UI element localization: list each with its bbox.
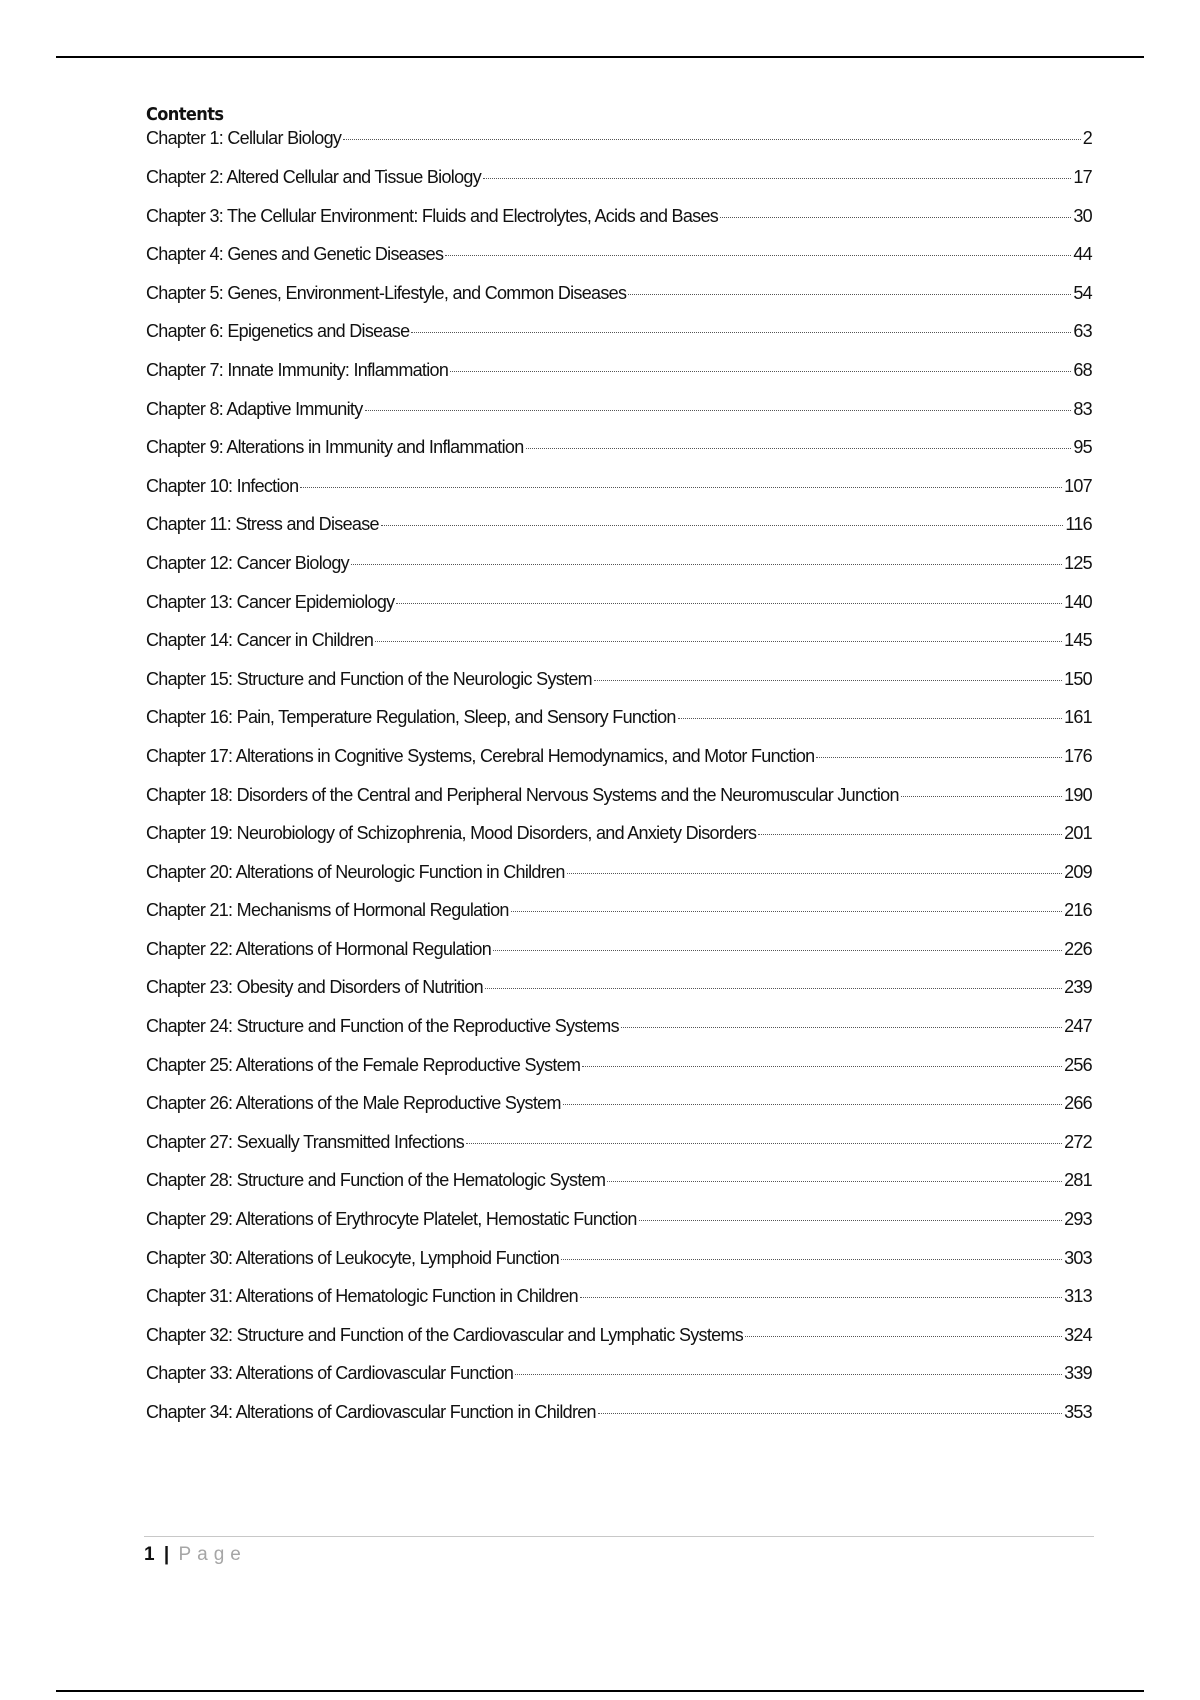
toc-entry-title[interactable]: Chapter 30: Alterations of Leukocyte, Lymphoid Function bbox=[146, 1247, 560, 1268]
toc-dot-leader bbox=[901, 795, 1062, 797]
toc-entry-page-number[interactable]: 209 bbox=[1064, 861, 1092, 882]
toc-entry[interactable] bbox=[146, 437, 1092, 476]
toc-entry[interactable] bbox=[146, 321, 1092, 360]
toc-dot-leader bbox=[678, 717, 1062, 719]
toc-entry-title[interactable]: Chapter 19: Neurobiology of Schizophrenia, Mood Disorders, and Anxiety Disorders bbox=[146, 823, 757, 844]
toc-entry-title[interactable]: Chapter 17: Alterations in Cognitive Systems, Cerebral Hemodynamics, and Motor Function bbox=[146, 745, 815, 766]
toc-dot-leader bbox=[411, 331, 1071, 333]
toc-entry-page-number[interactable]: 313 bbox=[1064, 1286, 1092, 1307]
toc-dot-leader bbox=[594, 679, 1062, 681]
toc-entry-title[interactable]: Chapter 28: Structure and Function of the Hematologic System bbox=[146, 1170, 606, 1191]
toc-entry-title[interactable]: Chapter 14: Cancer in Children bbox=[146, 630, 374, 651]
toc-entry[interactable] bbox=[146, 1286, 1092, 1325]
toc-entry-title[interactable]: Chapter 1: Cellular Biology bbox=[146, 128, 342, 148]
toc-dot-leader bbox=[493, 949, 1062, 951]
toc-entry[interactable] bbox=[146, 360, 1092, 399]
toc-entry-title[interactable]: Chapter 27: Sexually Transmitted Infections bbox=[146, 1131, 465, 1152]
footer-page-label: Page bbox=[178, 1544, 247, 1565]
footer-page-number: 1 bbox=[144, 1544, 155, 1565]
toc-entry-page-number[interactable]: 339 bbox=[1064, 1363, 1092, 1384]
toc-dot-leader bbox=[639, 1219, 1062, 1221]
toc-dot-leader bbox=[511, 910, 1062, 912]
toc-dot-leader bbox=[598, 1412, 1062, 1414]
toc-entry-title[interactable]: Chapter 25: Alterations of the Female Reproductive System bbox=[146, 1054, 581, 1075]
bottom-border-line bbox=[56, 1690, 1144, 1692]
toc-entry-title[interactable]: Chapter 20: Alterations of Neurologic Function in Children bbox=[146, 861, 565, 882]
toc-entry-title[interactable]: Chapter 15: Structure and Function of the Neurologic System bbox=[146, 668, 592, 689]
toc-entry[interactable] bbox=[146, 1055, 1092, 1094]
toc-dot-leader bbox=[365, 409, 1072, 411]
toc-entry-page-number[interactable]: 68 bbox=[1073, 359, 1092, 380]
toc-entry[interactable] bbox=[146, 707, 1092, 746]
toc-dot-leader bbox=[621, 1026, 1062, 1028]
toc-dot-leader bbox=[515, 1373, 1062, 1375]
toc-entry-title[interactable]: Chapter 9: Alterations in Immunity and Inflammation bbox=[146, 437, 524, 458]
toc-entry[interactable] bbox=[146, 244, 1092, 283]
toc-entry[interactable] bbox=[146, 939, 1092, 978]
toc-entry[interactable] bbox=[146, 1132, 1092, 1171]
toc-entry-page-number[interactable]: 30 bbox=[1073, 205, 1092, 226]
toc-dot-leader bbox=[567, 872, 1062, 874]
toc-entry-page-number[interactable]: 201 bbox=[1064, 823, 1092, 844]
toc-dot-leader bbox=[300, 486, 1062, 488]
toc-heading: Contents bbox=[146, 104, 224, 125]
toc-entry-page-number[interactable]: 239 bbox=[1064, 977, 1092, 998]
toc-dot-leader bbox=[466, 1142, 1062, 1144]
toc-entry-page-number[interactable]: 116 bbox=[1065, 514, 1092, 535]
toc-entry-title[interactable]: Chapter 8: Adaptive Immunity bbox=[146, 398, 363, 419]
toc-entry-title[interactable]: Chapter 34: Alterations of Cardiovascular Function in Children bbox=[146, 1402, 596, 1422]
toc-entry-title[interactable]: Chapter 18: Disorders of the Central and Peripheral Nervous Systems and the Neuromuscular Junction bbox=[146, 784, 899, 805]
toc-entry-title[interactable]: Chapter 7: Innate Immunity: Inflammation bbox=[146, 359, 449, 380]
toc-entry-title[interactable]: Chapter 13: Cancer Epidemiology bbox=[146, 591, 395, 612]
toc-entry-page-number[interactable]: 266 bbox=[1064, 1093, 1092, 1114]
toc-entry-page-number[interactable]: 216 bbox=[1064, 900, 1092, 921]
toc-entry[interactable] bbox=[146, 399, 1092, 438]
toc-dot-leader bbox=[381, 524, 1064, 526]
toc-entry-title[interactable]: Chapter 26: Alterations of the Male Reproductive System bbox=[146, 1093, 561, 1114]
toc-entry-page-number[interactable]: 63 bbox=[1073, 321, 1092, 342]
toc-dot-leader bbox=[561, 1258, 1062, 1260]
toc-entry-page-number[interactable]: 150 bbox=[1064, 668, 1092, 689]
toc-entry[interactable] bbox=[146, 862, 1092, 901]
toc-entry[interactable] bbox=[146, 1248, 1092, 1287]
toc-entry-page-number[interactable]: 145 bbox=[1064, 630, 1092, 651]
toc-entry-page-number[interactable]: 17 bbox=[1073, 167, 1092, 187]
toc-entry[interactable] bbox=[146, 900, 1092, 939]
toc-entry[interactable] bbox=[146, 746, 1092, 785]
toc-entry-title[interactable]: Chapter 2: Altered Cellular and Tissue Biology bbox=[146, 167, 482, 187]
toc-entry-page-number[interactable]: 44 bbox=[1073, 244, 1092, 265]
table-of-contents bbox=[146, 102, 1092, 1441]
toc-entry[interactable] bbox=[146, 977, 1092, 1016]
toc-dot-leader bbox=[720, 216, 1071, 218]
toc-entry-page-number[interactable]: 107 bbox=[1064, 475, 1092, 496]
toc-entry[interactable] bbox=[146, 476, 1092, 515]
toc-entry-title[interactable]: Chapter 22: Alterations of Hormonal Regulation bbox=[146, 938, 492, 959]
toc-entry-title[interactable]: Chapter 6: Epigenetics and Disease bbox=[146, 321, 410, 342]
toc-dot-leader bbox=[483, 177, 1071, 179]
toc-entry-title[interactable]: Chapter 31: Alterations of Hematologic Function in Children bbox=[146, 1286, 578, 1307]
toc-entry-title[interactable]: Chapter 21: Mechanisms of Hormonal Regulation bbox=[146, 900, 509, 921]
toc-entry[interactable] bbox=[146, 206, 1092, 245]
toc-entry-title[interactable]: Chapter 24: Structure and Function of the Reproductive Systems bbox=[146, 1016, 619, 1037]
toc-dot-leader bbox=[450, 370, 1071, 372]
toc-dot-leader bbox=[396, 602, 1062, 604]
toc-entry-title[interactable]: Chapter 32: Structure and Function of the Cardiovascular and Lymphatic Systems bbox=[146, 1324, 744, 1345]
toc-entry[interactable] bbox=[146, 1093, 1092, 1132]
toc-entry-title[interactable]: Chapter 12: Cancer Biology bbox=[146, 552, 349, 573]
toc-entry[interactable] bbox=[146, 167, 1092, 206]
toc-entry-title[interactable]: Chapter 4: Genes and Genetic Diseases bbox=[146, 244, 444, 265]
toc-entry-page-number[interactable]: 95 bbox=[1073, 437, 1092, 458]
page-footer bbox=[144, 1536, 1094, 1567]
toc-dot-leader bbox=[343, 138, 1080, 140]
toc-entry[interactable] bbox=[146, 823, 1092, 862]
toc-entry-page-number[interactable]: 226 bbox=[1064, 938, 1092, 959]
toc-list bbox=[146, 128, 1092, 1441]
toc-entry[interactable] bbox=[146, 514, 1092, 553]
toc-entry-page-number[interactable]: 281 bbox=[1064, 1170, 1092, 1191]
toc-entry-page-number[interactable]: 83 bbox=[1073, 398, 1092, 419]
toc-entry-page-number[interactable]: 176 bbox=[1064, 745, 1092, 766]
toc-entry[interactable] bbox=[146, 1016, 1092, 1055]
toc-entry-page-number[interactable]: 190 bbox=[1064, 784, 1092, 805]
toc-entry-page-number[interactable]: 353 bbox=[1064, 1402, 1092, 1422]
toc-entry[interactable] bbox=[146, 1209, 1092, 1248]
toc-entry-title[interactable]: Chapter 33: Alterations of Cardiovascular Function bbox=[146, 1363, 514, 1384]
toc-entry[interactable] bbox=[146, 785, 1092, 824]
toc-entry[interactable] bbox=[146, 1402, 1092, 1441]
toc-entry-title[interactable]: Chapter 23: Obesity and Disorders of Nutrition bbox=[146, 977, 483, 998]
toc-dot-leader bbox=[816, 756, 1062, 758]
toc-entry[interactable] bbox=[146, 669, 1092, 708]
toc-entry[interactable] bbox=[146, 1325, 1092, 1364]
toc-entry-title[interactable]: Chapter 29: Alterations of Erythrocyte Platelet, Hemostatic Function bbox=[146, 1209, 637, 1230]
top-border-line bbox=[56, 56, 1144, 58]
toc-entry-page-number[interactable]: 324 bbox=[1064, 1324, 1092, 1345]
toc-dot-leader bbox=[445, 254, 1071, 256]
toc-dot-leader bbox=[351, 563, 1062, 565]
toc-dot-leader bbox=[526, 447, 1072, 449]
toc-entry-page-number[interactable]: 125 bbox=[1064, 552, 1092, 573]
toc-entry-page-number[interactable]: 140 bbox=[1064, 591, 1092, 612]
toc-dot-leader bbox=[607, 1180, 1062, 1182]
toc-entry[interactable] bbox=[146, 128, 1092, 167]
toc-dot-leader bbox=[758, 833, 1062, 835]
toc-entry[interactable] bbox=[146, 592, 1092, 631]
toc-dot-leader bbox=[580, 1296, 1062, 1298]
toc-dot-leader bbox=[375, 640, 1062, 642]
toc-entry-page-number[interactable]: 256 bbox=[1064, 1054, 1092, 1075]
toc-entry-title[interactable]: Chapter 16: Pain, Temperature Regulation, Sleep, and Sensory Function bbox=[146, 707, 676, 728]
toc-entry[interactable] bbox=[146, 630, 1092, 669]
toc-entry-page-number[interactable]: 303 bbox=[1064, 1247, 1092, 1268]
footer-separator: | bbox=[163, 1544, 170, 1565]
toc-entry[interactable] bbox=[146, 283, 1092, 322]
toc-entry[interactable] bbox=[146, 1363, 1092, 1402]
toc-entry-page-number[interactable]: 54 bbox=[1073, 282, 1092, 303]
toc-entry-page-number[interactable]: 293 bbox=[1064, 1209, 1092, 1230]
toc-dot-leader bbox=[582, 1065, 1062, 1067]
toc-entry-page-number[interactable]: 2 bbox=[1082, 128, 1092, 148]
toc-entry-page-number[interactable]: 272 bbox=[1064, 1131, 1092, 1152]
toc-entry-page-number[interactable]: 161 bbox=[1064, 707, 1092, 728]
toc-dot-leader bbox=[628, 293, 1071, 295]
toc-entry-title[interactable]: Chapter 5: Genes, Environment-Lifestyle, and Common Diseases bbox=[146, 282, 627, 303]
toc-entry[interactable] bbox=[146, 1170, 1092, 1209]
toc-dot-leader bbox=[563, 1103, 1062, 1105]
toc-entry-title[interactable]: Chapter 10: Infection bbox=[146, 475, 299, 496]
toc-dot-leader bbox=[485, 987, 1062, 989]
toc-entry-title[interactable]: Chapter 11: Stress and Disease bbox=[146, 514, 379, 535]
toc-entry-title[interactable]: Chapter 3: The Cellular Environment: Fluids and Electrolytes, Acids and Bases bbox=[146, 205, 719, 226]
toc-dot-leader bbox=[745, 1335, 1062, 1337]
toc-entry-page-number[interactable]: 247 bbox=[1064, 1016, 1092, 1037]
toc-entry[interactable] bbox=[146, 553, 1092, 592]
